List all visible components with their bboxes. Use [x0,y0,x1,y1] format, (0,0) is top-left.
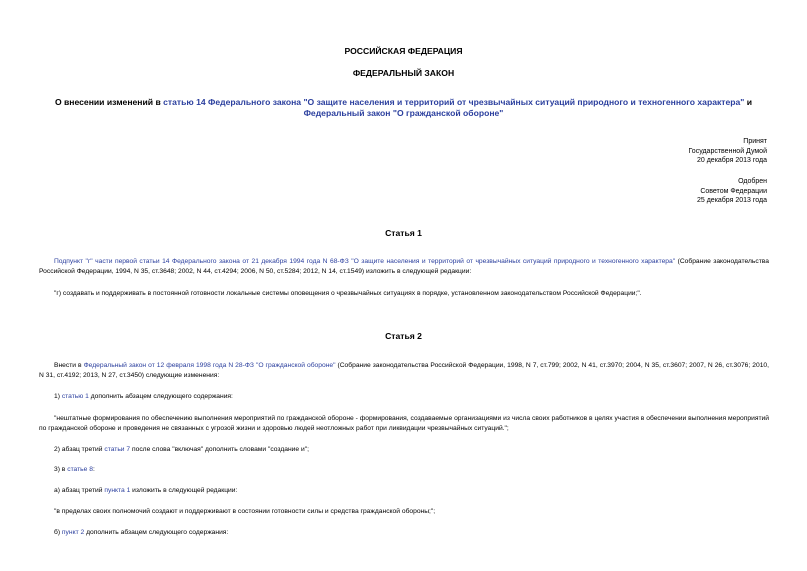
article-2-intro [39,361,769,381]
article-2-intro-prefix: Внести в [54,362,84,369]
title-link-article-14[interactable]: статью 14 Федерального закона "О защите населения и территорий от чрезвычайных ситуаций природного и техногенного характера" [163,97,745,107]
item-3-a-quote: "в пределах своих полномочий создают и поддерживают в состоянии готовности силы и средства гражданской обороны;"; [54,508,436,515]
country-heading: РОССИЙСКАЯ ФЕДЕРАЦИЯ [344,46,463,56]
article-2-intro-text: (Собрание законодательства Российской Федерации, 1998, N 7, ст.799; 2002, N 41, ст.3970; 2004, N 35, ст.3607; 2007, N 26, ст.3076; 2010, N 31, ст.4192; 2013, N 27, ст.3450) следующие изменения: [39,362,769,379]
item-3 [39,465,769,475]
item-2 [39,445,769,455]
law-type-heading: ФЕДЕРАЛЬНЫЙ ЗАКОН [352,68,455,78]
approved-label: Одобрен [738,178,767,185]
approved-body: Советом Федерации [700,187,767,195]
item-3-a-prefix: а) абзац третий [54,487,105,494]
item-3-b-prefix: б) [54,529,62,536]
item-3-b [39,528,769,538]
item-3-b-link[interactable]: пункт 2 [61,529,85,536]
item-1-text: дополнить абзацем следующего содержания: [88,393,233,400]
item-1 [39,392,769,402]
law-title [30,97,777,119]
article-1-heading: Статья 1 [385,228,422,238]
title-conjunction: и [744,97,753,107]
item-3-text: : [92,466,95,473]
adopted-label: Принят [743,138,767,145]
title-prefix: О внесении изменений в [54,97,164,107]
item-3-a [39,486,769,496]
title-link-civil-defense-law[interactable]: Федеральный закон "О гражданской обороне" [303,108,504,118]
article-1-subparagraph-link[interactable]: Подпункт "г" части первой статьи 14 Федерального закона от 21 декабря 1994 года N 68-ФЗ "О защите населения и территорий от чрезвычайных ситуаций природного и техногенного характера" [54,258,676,265]
item-2-text: после слова "включая" дополнить словами "создание и"; [130,446,309,453]
item-3-a-link[interactable]: пункта 1 [104,487,131,494]
item-1-quote: "нештатные формирования по обеспечению выполнения мероприятий по гражданской обороне - формирования, создаваемые организациями из числа своих работников в целях участия в обеспечении выполнения мероприятий по гражданской обороне и проведения не связанных с угрозой жизни и здоровью людей неотложных работ при ликвидации чрезвычайных ситуаций."; [39,415,769,432]
item-1-prefix: 1) [54,393,62,400]
item-2-prefix: 2) абзац третий [54,446,105,453]
article-2-law-link[interactable]: Федеральный закон от 12 февраля 1998 года N 28-ФЗ "О гражданской обороне" [83,362,336,369]
item-2-link[interactable]: статьи 7 [104,446,131,453]
article-1-paragraph-1 [39,257,769,277]
item-3-b-text: дополнить абзацем следующего содержания: [84,529,229,536]
adopted-block [688,137,767,166]
article-2-heading: Статья 2 [385,331,422,341]
item-3-link[interactable]: статье 8 [67,466,93,473]
item-3-prefix: 3) в [54,466,68,473]
approved-block [697,177,767,206]
article-1-paragraph-1-text: (Собрание законодательства Российской Федерации, 1994, N 35, ст.3648; 2002, N 44, ст.4294; 2006, N 50, ст.5284; 2012, N 14, ст.1549) изложить в следующей редакции: [39,258,769,275]
adopted-date: 20 декабря 2013 года [696,157,767,165]
approved-date: 25 декабря 2013 года [696,197,767,205]
article-1-paragraph-2: "г) создавать и поддерживать в постоянной готовности локальные системы оповещения о чрезвычайных ситуациях в порядке, установленном законодательством Российской Федерации;". [54,290,642,297]
item-1-link[interactable]: статью 1 [61,393,89,400]
item-3-a-text: изложить в следующей редакции: [130,487,238,494]
adopted-body: Государственной Думой [688,147,767,155]
